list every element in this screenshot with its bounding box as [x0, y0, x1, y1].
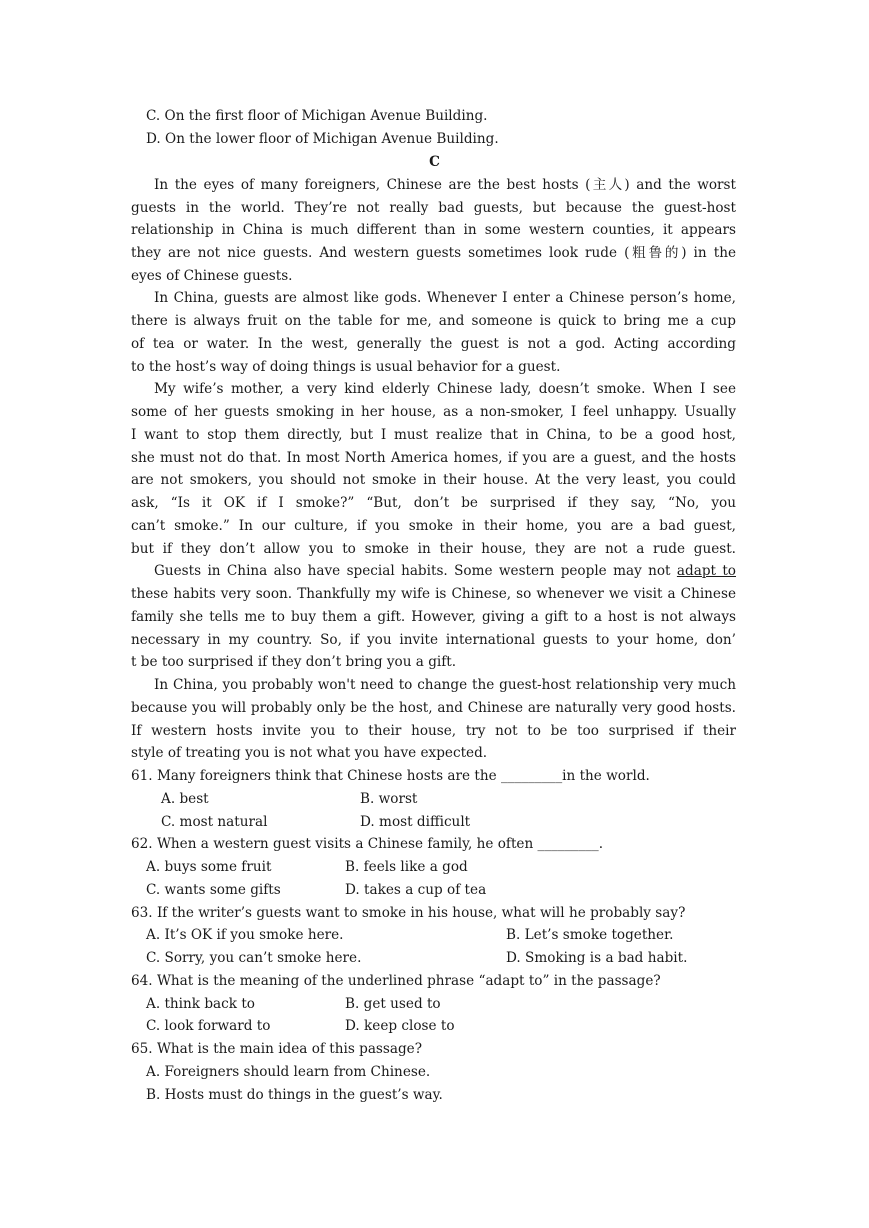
passage-p1-line-2: guests in the world. They’re not really bad guests, but because the guest-host	[131, 200, 736, 216]
passage-p1-line-3: relationship in China is much different than in some western counties, it appears	[131, 222, 736, 238]
passage-p2-line-4: to the host’s way of doing things is usual behavior for a guest.	[131, 359, 561, 375]
question-61-option-c: C. most natural	[161, 814, 268, 830]
question-63-option-a: A. It’s OK if you smoke here.	[146, 927, 344, 943]
passage-p5-line-2: because you will probably only be the host, and Chinese are naturally very good hosts.	[131, 700, 736, 716]
passage-p1-line-4: they are not nice guests. And western guests sometimes look rude (粗鲁的) in the	[131, 245, 736, 261]
passage-p2-line-3: of tea or water. In the west, generally the guest is not a god. Acting according	[131, 336, 736, 352]
passage-p1-line-5: eyes of Chinese guests.	[131, 268, 293, 284]
passage-p3-line-1: My wife’s mother, a very kind elderly Chinese lady, doesn’t smoke. When I see	[154, 381, 736, 397]
question-61-option-a: A. best	[161, 791, 209, 807]
passage-p4-line-1	[154, 562, 736, 580]
passage-p5-line-4: style of treating you is not what you have expected.	[131, 745, 488, 761]
question-65-option-b: B. Hosts must do things in the guest’s way.	[146, 1087, 443, 1103]
passage-p5-line-1: In China, you probably won't need to change the guest-host relationship very much	[154, 677, 736, 693]
section-heading: C	[429, 154, 440, 170]
underlined-phrase: adapt to	[676, 563, 736, 579]
option-prev-d: D. On the lower floor of Michigan Avenue Building.	[146, 131, 499, 147]
passage-p3-line-4: she must not do that. In most North America homes, if you are a guest, and the hosts	[131, 450, 736, 466]
passage-p4-line-5: t be too surprised if they don’t bring you a gift.	[131, 654, 457, 670]
question-64-option-a: A. think back to	[146, 996, 255, 1012]
passage-p4-line-1-text: Guests in China also have special habits. Some western people may not	[154, 563, 671, 579]
question-64-option-d: D. keep close to	[345, 1018, 455, 1034]
question-61-option-d: D. most difficult	[360, 814, 471, 830]
question-63-option-b: B. Let’s smoke together.	[506, 927, 674, 943]
question-64-option-c: C. look forward to	[146, 1018, 271, 1034]
question-65-stem: 65. What is the main idea of this passage?	[131, 1041, 423, 1057]
passage-p4-line-4: necessary in my country. So, if you invite international guests to your home, don’	[131, 632, 736, 648]
question-63-option-d: D. Smoking is a bad habit.	[506, 950, 688, 966]
question-62-stem: 62. When a western guest visits a Chinese family, he often _________.	[131, 836, 604, 852]
passage-p4-line-2: these habits very soon. Thankfully my wife is Chinese, so whenever we visit a Chinese	[131, 586, 736, 602]
question-61-option-b: B. worst	[360, 791, 418, 807]
question-63-stem: 63. If the writer’s guests want to smoke in his house, what will he probably say?	[131, 905, 686, 921]
passage-p3-line-8: but if they don’t allow you to smoke in their house, they are not a rude guest.	[131, 541, 736, 557]
question-61-stem: 61. Many foreigners think that Chinese hosts are the _________in the world.	[131, 768, 650, 784]
option-prev-c: C. On the first floor of Michigan Avenue Building.	[146, 108, 488, 124]
passage-p3-line-5: are not smokers, you should not smoke in their house. At the very least, you could	[131, 472, 736, 488]
question-64-option-b: B. get used to	[345, 996, 441, 1012]
passage-p1-line-1: In the eyes of many foreigners, Chinese are the best hosts (主人) and the worst	[154, 177, 736, 193]
question-62-option-d: D. takes a cup of tea	[345, 882, 487, 898]
passage-p4-line-3: family she tells me to buy them a gift. However, giving a gift to a host is not always	[131, 609, 736, 625]
passage-p2-line-1: In China, guests are almost like gods. Whenever I enter a Chinese person’s home,	[154, 290, 736, 306]
question-64-stem: 64. What is the meaning of the underlined phrase “adapt to” in the passage?	[131, 973, 661, 989]
passage-p3-line-7: can’t smoke.” In our culture, if you smoke in their home, you are a bad guest,	[131, 518, 736, 534]
question-62-option-c: C. wants some gifts	[146, 882, 281, 898]
passage-p3-line-6: ask, “Is it OK if I smoke?” “But, don’t be surprised if they say, “No, you	[131, 495, 736, 511]
passage-p3-line-3: I want to stop them directly, but I must realize that in China, to be a good host,	[131, 427, 736, 443]
passage-p3-line-2: some of her guests smoking in her house, as a non-smoker, I feel unhappy. Usually	[131, 404, 736, 420]
question-62-option-a: A. buys some fruit	[146, 859, 272, 875]
question-62-option-b: B. feels like a god	[345, 859, 468, 875]
question-65-option-a: A. Foreigners should learn from Chinese.	[146, 1064, 431, 1080]
passage-p2-line-2: there is always fruit on the table for me, and someone is quick to bring me a cup	[131, 313, 736, 329]
passage-p5-line-3: If western hosts invite you to their house, try not to be too surprised if their	[131, 723, 736, 739]
question-63-option-c: C. Sorry, you can’t smoke here.	[146, 950, 362, 966]
